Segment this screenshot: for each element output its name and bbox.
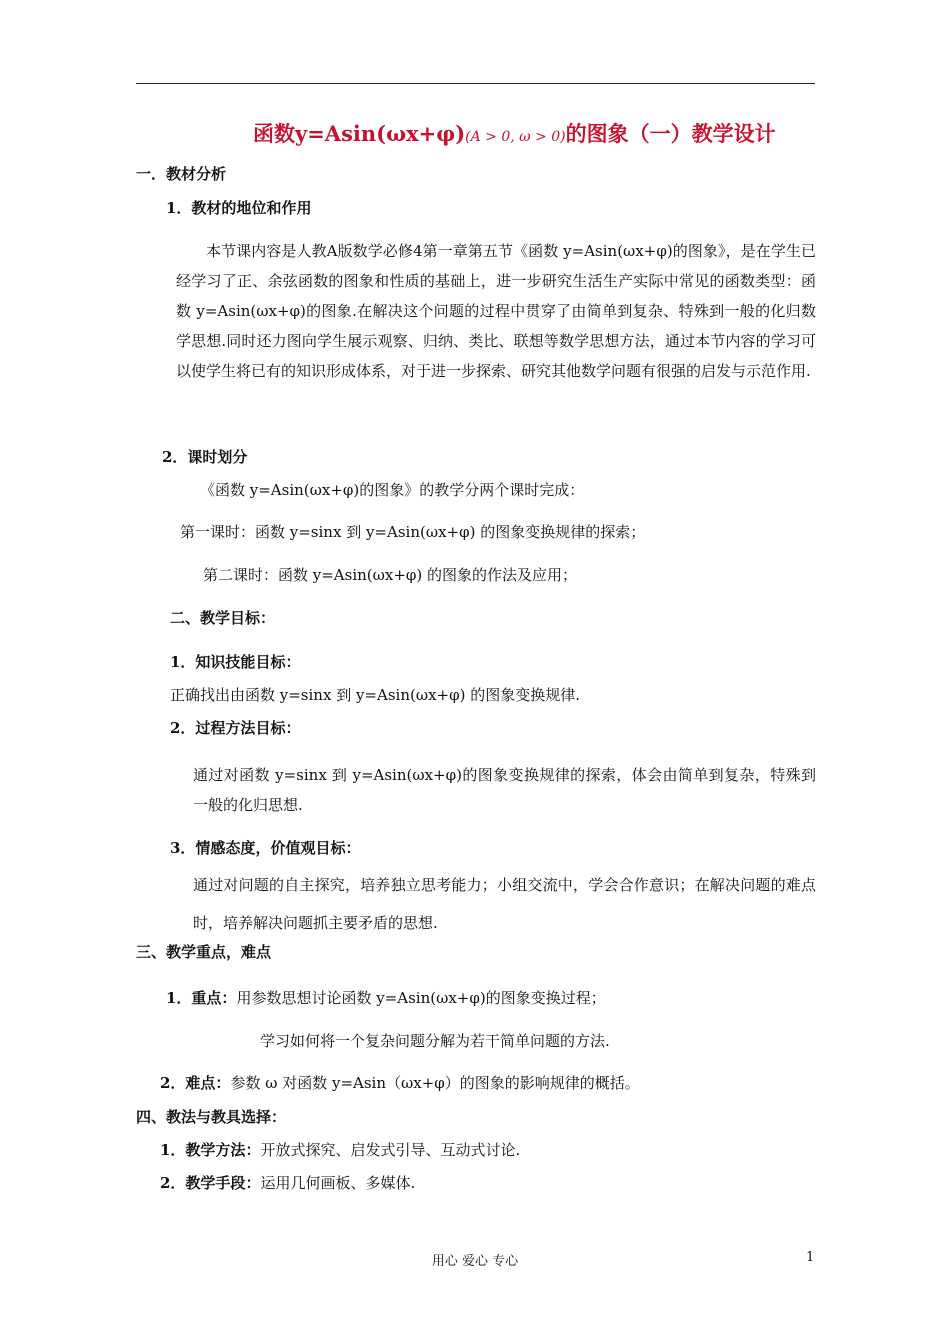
section-1-heading: 一．教材分析 — [136, 165, 227, 183]
section-2-2-heading: 2．过程方法目标： — [170, 719, 301, 737]
section-2-1-text: 正确找出由函数 y=sinx 到 y=Asin(ωx+φ) 的图象变换规律. — [170, 686, 580, 704]
difficulty-text: 参数 ω 对函数 y=Asin（ωx+φ）的图象的影响规律的概括。 — [230, 1074, 640, 1092]
title-main: 函数y=Asin(ωx+φ) — [253, 121, 466, 146]
title-condition: (A > 0, ω > 0) — [465, 129, 566, 145]
section-4-1 — [160, 1140, 520, 1160]
document-title — [253, 121, 776, 147]
section-2-1-heading: 1．知识技能目标： — [170, 653, 301, 671]
header-rule — [136, 83, 815, 84]
section-3-heading: 三、教学重点，难点 — [136, 943, 272, 961]
key-point-label: 1．重点： — [166, 989, 237, 1007]
teaching-method-text: 开放式探究、启发式引导、互动式讨论. — [260, 1141, 521, 1159]
key-point-text: 用参数思想讨论函数 y=Asin(ωx+φ)的图象变换过程； — [236, 989, 606, 1007]
section-1-2-line-1: 《函数 y=Asin(ωx+φ)的图象》的教学分两个课时完成： — [200, 481, 585, 499]
teaching-method-label: 1．教学方法： — [160, 1141, 261, 1159]
section-3-2 — [160, 1073, 640, 1093]
section-2-heading: 二、教学目标： — [170, 609, 276, 627]
title-tail: 的图象（一）教学设计 — [565, 121, 776, 146]
section-1-2-line-2: 第一课时：函数 y=sinx 到 y=Asin(ωx+φ) 的图象变换规律的探索； — [180, 523, 646, 541]
section-2-3-heading: 3．情感态度，价值观目标： — [170, 839, 361, 857]
key-point-text-2: 学习如何将一个复杂问题分解为若干简单问题的方法. — [260, 1032, 610, 1050]
section-2-2-paragraph: 通过对函数 y=sinx 到 y=Asin(ωx+φ)的图象变换规律的探索，体会由简单到复杂，特殊到一般的化归思想. — [193, 766, 816, 814]
footer-slogan: 用心 爱心 专心 — [431, 1254, 519, 1269]
section-1-2-heading: 2．课时划分 — [162, 448, 248, 466]
page-number: 1 — [806, 1250, 815, 1265]
teaching-means-text: 运用几何画板、多媒体. — [260, 1174, 416, 1192]
section-4-heading: 四、教法与教具选择： — [136, 1108, 287, 1126]
section-3-1 — [166, 988, 606, 1008]
section-1-2-line-3: 第二课时：函数 y=Asin(ωx+φ) 的图象的作法及应用； — [203, 566, 578, 584]
section-1-1-paragraph: 本节课内容是人教A版数学必修4第一章第五节《函数 y=Asin(ωx+φ)的图象》，是在学生已经学习了正、余弦函数的图象和性质的基础上，进一步研究生活生产实际中常见的函数类型：函数 y=Asin(ωx+φ)的图象.在解决这个问题的过程中贯穿了由简单到复杂、特殊到一般的化归数学思想.同时还力图向学生展示观察、归纳、类比、联想等数学思想方法，通过本节内容的学习可以使学生将已有的知识形成体系，对于进一步探索、研究其他数学问题有很强的启发与示范作用. — [176, 242, 816, 380]
section-1-1-heading: 1．教材的地位和作用 — [166, 199, 312, 217]
teaching-means-label: 2．教学手段： — [160, 1174, 261, 1192]
section-2-3-paragraph: 通过对问题的自主探究，培养独立思考能力；小组交流中，学会合作意识；在解决问题的难点时，培养解决问题抓主要矛盾的思想. — [193, 876, 816, 932]
difficulty-label: 2．难点： — [160, 1074, 231, 1092]
section-4-2 — [160, 1173, 415, 1193]
